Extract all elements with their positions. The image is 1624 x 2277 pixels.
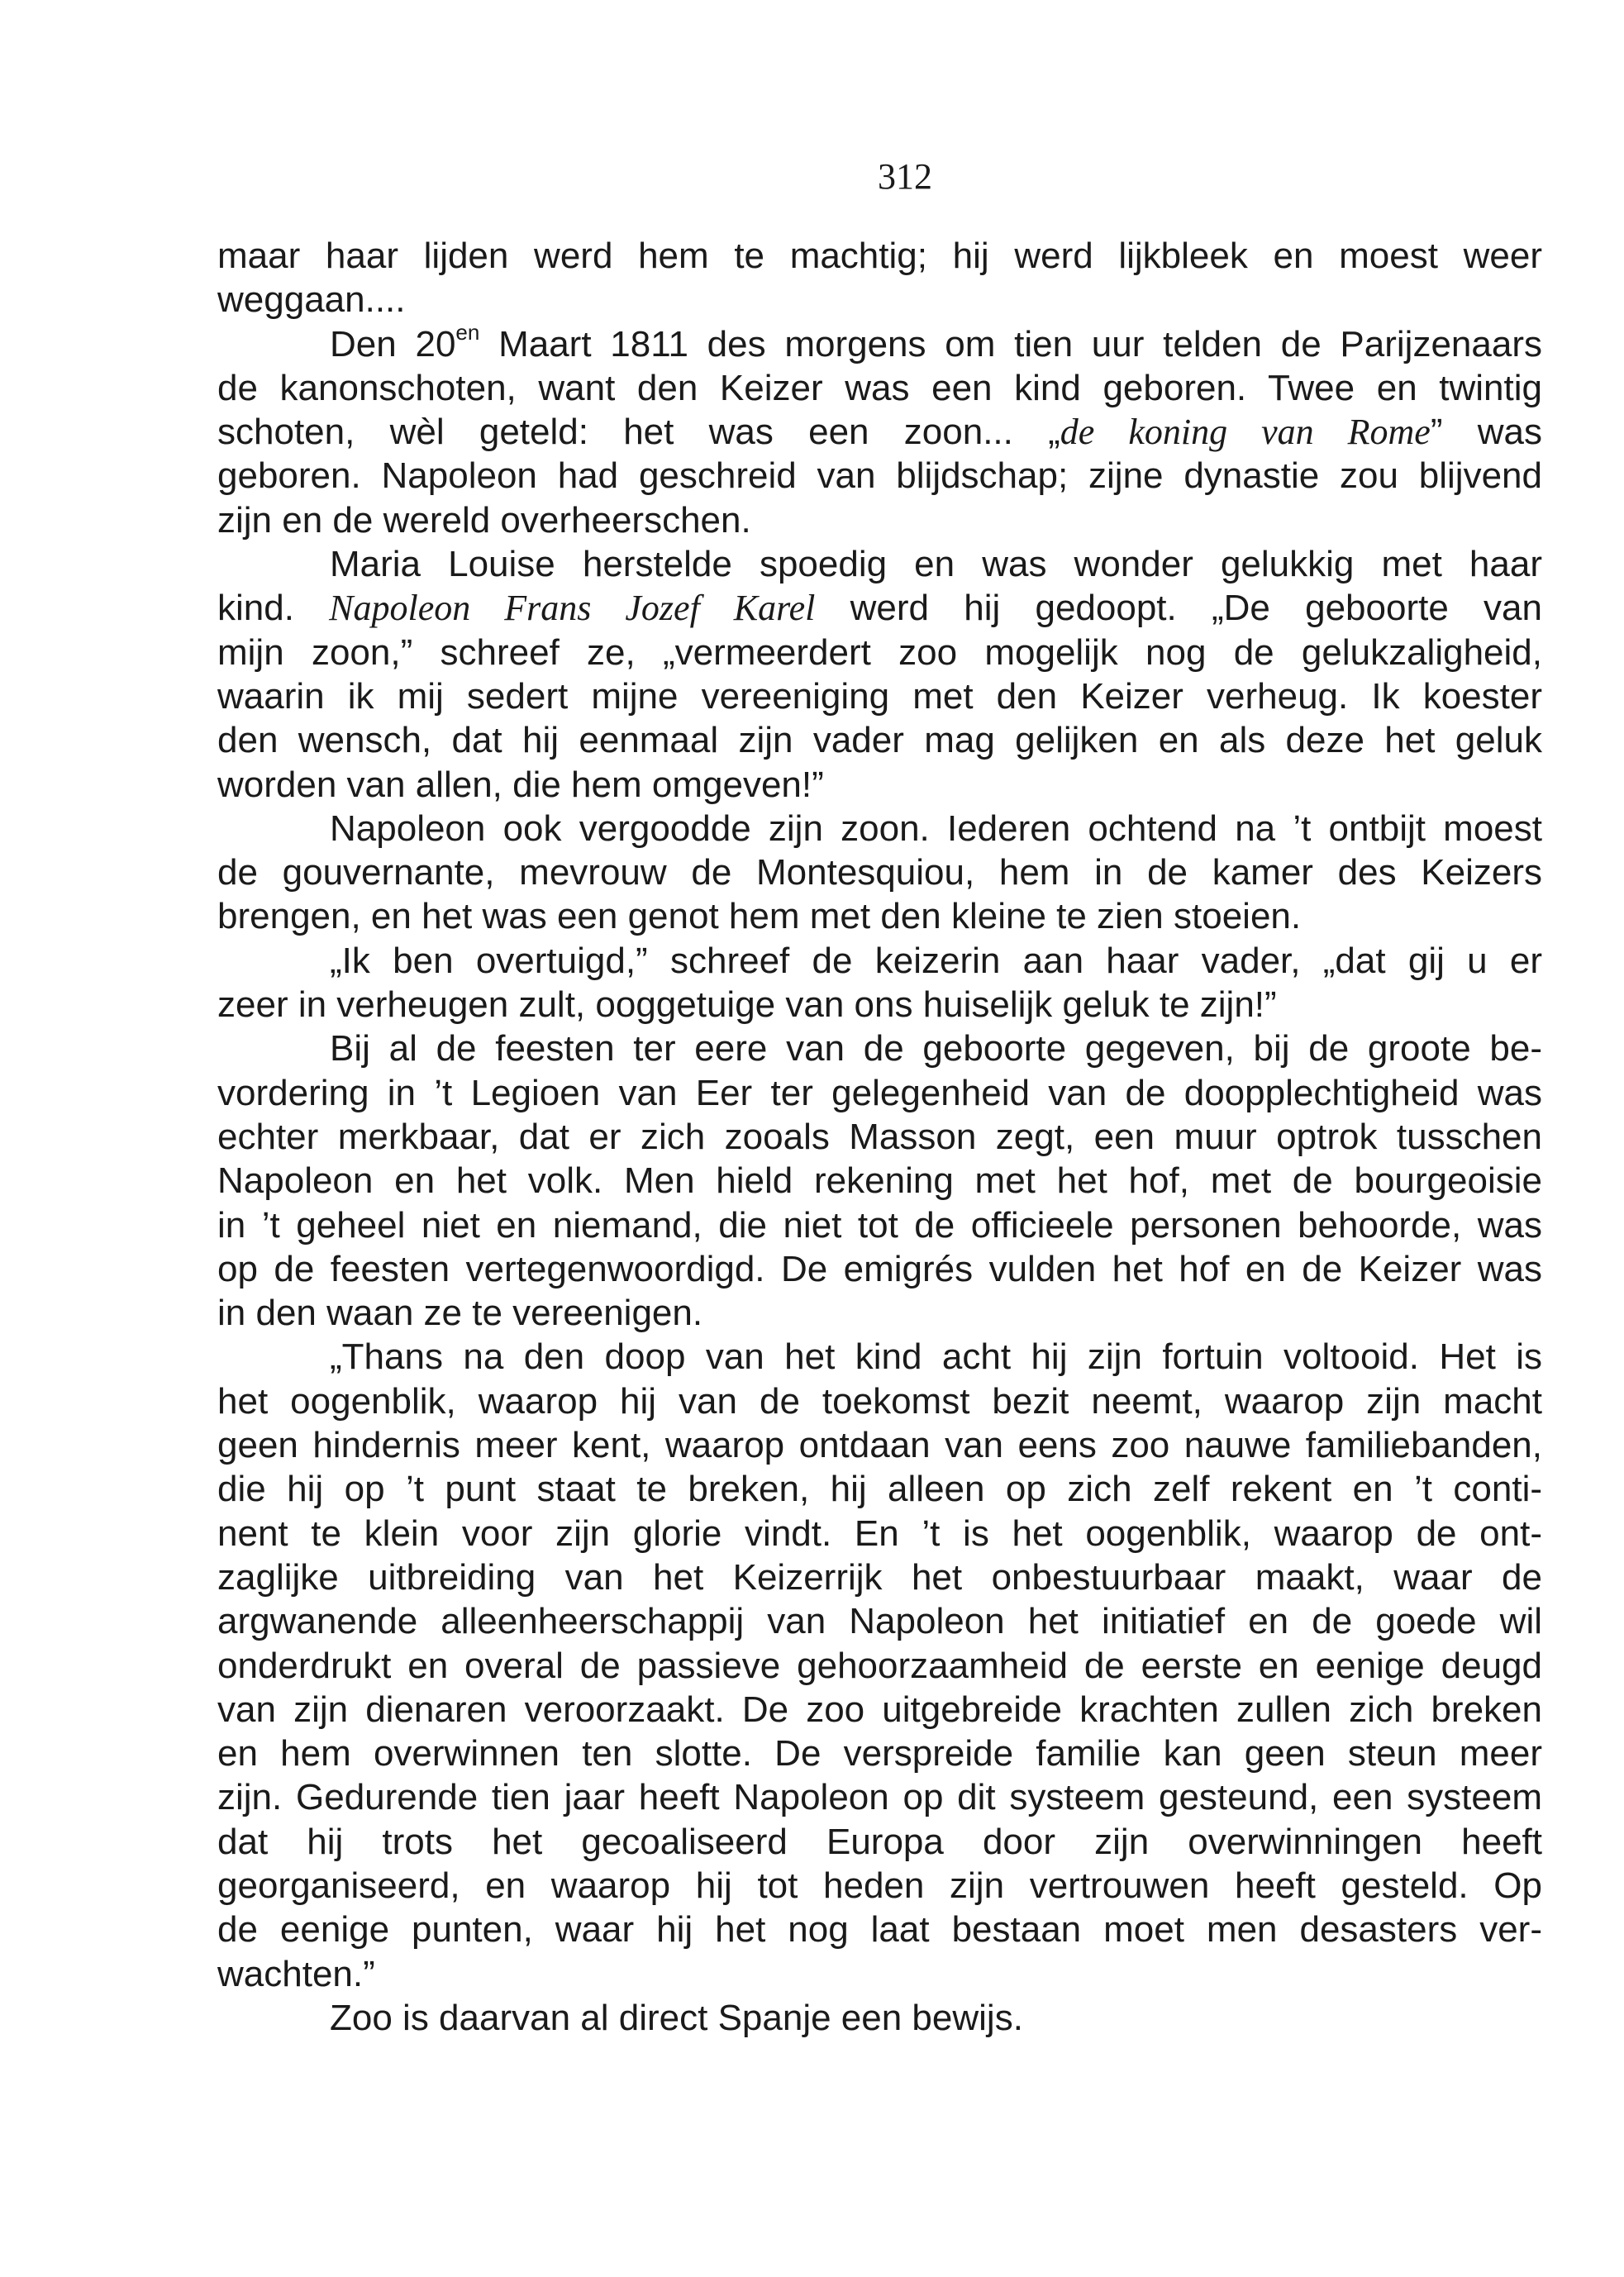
text-line: kind. Napoleon Frans Jozef Karel werd hij gedoopt. „De geboorte van [217, 588, 1542, 629]
text-line: Zoo is daarvan al direct Spanje een bewijs. [330, 1997, 1023, 2038]
paragraph [217, 1996, 1542, 2040]
text-line: vordering in ’t Legioen van Eer ter gelegenheid van de doopplechtigheid was [217, 1072, 1542, 1113]
text-line: waarin ik mij sedert mijne vereeniging met den Keizer verheug. Ik koester [217, 675, 1542, 717]
text-line: den wensch, dat hij eenmaal zijn vader mag gelijken en als deze het geluk [217, 720, 1542, 761]
text-line: op de feesten vertegenwoordigd. De emigrés vulden het hof en de Keizer was [217, 1248, 1542, 1289]
text-line: van zijn dienaren veroorzaakt. De zoo uitgebreide krachten zullen zich breken [217, 1689, 1542, 1730]
text-line: brengen, en het was een genot hem met den kleine te zien stoeien. [217, 896, 1302, 937]
text-line: het oogenblik, waarop hij van de toekomst bezit neemt, waarop zijn macht [217, 1380, 1542, 1422]
text-line: „Thans na den doop van het kind acht hij zijn fortuin voltooid. Het is [330, 1336, 1542, 1378]
paragraph [217, 322, 1542, 542]
text-line: maar haar lijden werd hem te machtig; hij werd lijkbleek en moest weer [217, 236, 1542, 276]
text-line: „Ik ben overtuigd,” schreef de keizerin aan haar vader, „dat gij u er [330, 940, 1542, 981]
text-line: wachten.” [217, 1953, 375, 1994]
text-line: schoten, wèl geteld: het was een zoon... „de koning van Rome” was [217, 412, 1542, 453]
text-line: dat hij trots het gecoaliseerd Europa door zijn overwinningen heeft [217, 1821, 1542, 1862]
text-line: Napoleon ook vergoodde zijn zoon. Iederen ochtend na ’t ontbijt moest [330, 807, 1542, 849]
text-line: argwanende alleenheerschappij van Napoleon het initiatief en de goede wil [217, 1601, 1542, 1642]
text-line: zijn en de wereld overheerschen. [217, 499, 751, 541]
body-text [217, 234, 1542, 2040]
text-line: mijn zoon,” schreef ze, „vermeerdert zoo mogelijk nog de gelukzaligheid, [217, 631, 1542, 673]
text-line: de kanonschoten, want den Keizer was een kind geboren. Twee en twintig [217, 367, 1542, 408]
text-line: de eenige punten, waar hij het nog laat bestaan moet men desasters ver- [217, 1909, 1542, 1951]
text-line: die hij op ’t punt staat te breken, hij alleen op zich zelf rekent en ’t conti- [217, 1469, 1542, 1510]
paragraph [217, 939, 1542, 1027]
text-line: geen hindernis meer kent, waarop ontdaan van eens zoo nauwe familiebanden, [217, 1425, 1542, 1466]
text-line: Maria Louise herstelde spoedig en was wonder gelukkig met haar [330, 544, 1542, 585]
paragraph [217, 1335, 1542, 1995]
text-line: echter merkbaar, dat er zich zooals Masson zegt, een muur optrok tusschen [217, 1116, 1542, 1157]
text-line: Napoleon en het volk. Men hield rekening met het hof, met de bourgeoisie [217, 1160, 1542, 1202]
paragraph [217, 1027, 1542, 1335]
text-line: georganiseerd, en waarop hij tot heden zijn vertrouwen heeft gesteld. Op [217, 1865, 1542, 1906]
paragraph [217, 807, 1542, 939]
text-line: in ’t geheel niet en niemand, die niet tot de officieele personen behoorde, was [217, 1204, 1542, 1246]
text-line: weggaan.... [217, 279, 406, 321]
text-line: nent te klein voor zijn glorie vindt. En ’t is het oogenblik, waarop de ont- [217, 1512, 1542, 1554]
text-line: worden van allen, die hem omgeven!” [217, 764, 824, 805]
text-line: onderdrukt en overal de passieve gehoorzaamheid de eerste en eenige deugd [217, 1645, 1542, 1686]
text-line: zeer in verheugen zult, ooggetuige van ons huiselijk geluk te zijn!” [217, 984, 1277, 1026]
text-line: in den waan ze te vereenigen. [217, 1293, 703, 1334]
text-line: zijn. Gedurende tien jaar heeft Napoleon op dit systeem gesteund, een systeem [217, 1777, 1542, 1818]
text-line: en hem overwinnen ten slotte. De verspreide familie kan geen steun meer [217, 1733, 1542, 1774]
text-line: Den $20^{en}$ Maart 1811 des morgens om tien uur telden de Parijzenaars [330, 322, 1542, 364]
text-line: Bij al de feesten ter eere van de geboorte gegeven, bij de groote be- [330, 1028, 1542, 1069]
text-line: zaglijke uitbreiding van het Keizerrijk het onbestuurbaar maakt, waar de [217, 1556, 1542, 1598]
text-line: de gouvernante, mevrouw de Montesquiou, hem in de kamer des Keizers [217, 852, 1542, 893]
paragraph [217, 234, 1542, 322]
text-line: geboren. Napoleon had geschreid van blijdschap; zijne dynastie zou blijvend [217, 455, 1542, 497]
page-number: 312 [878, 156, 932, 197]
paragraph [217, 542, 1542, 807]
